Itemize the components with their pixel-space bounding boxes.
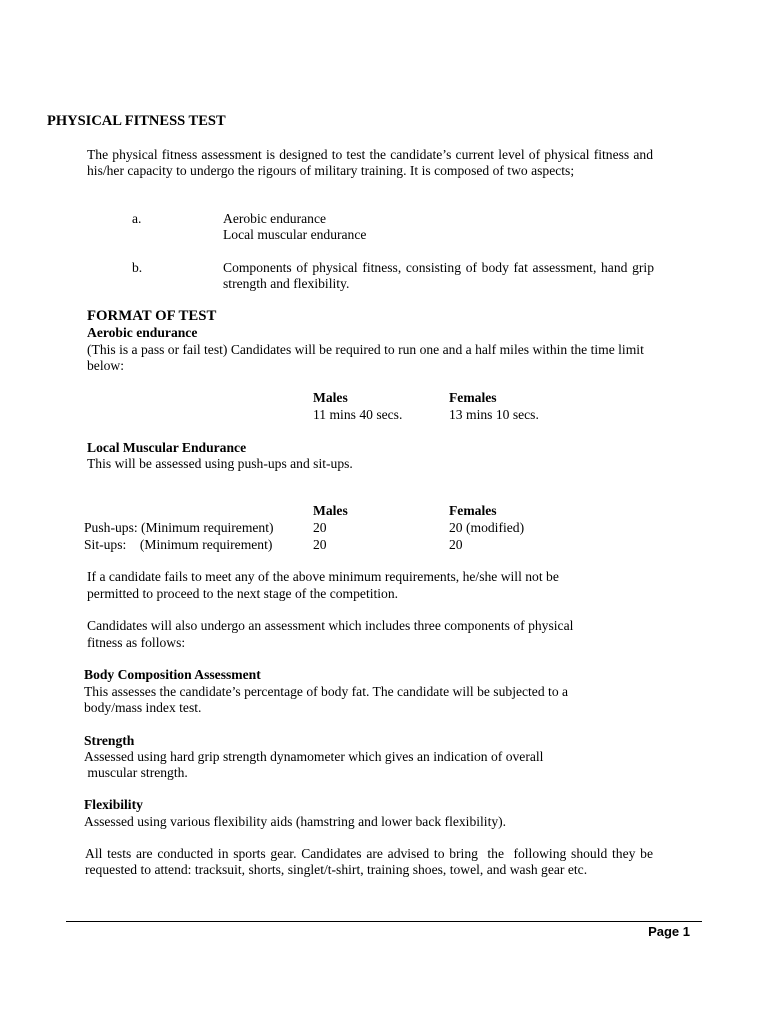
flexibility-heading: Flexibility bbox=[84, 797, 143, 812]
strength-heading: Strength bbox=[84, 733, 135, 748]
situps-males-value: 20 bbox=[313, 537, 327, 552]
components-note-line-1: Candidates will also undergo an assessment which includes three components of physical bbox=[87, 618, 574, 633]
strength-line-2: muscular strength. bbox=[84, 765, 188, 780]
situps-label: Sit-ups: (Minimum requirement) bbox=[84, 537, 273, 552]
footer-divider bbox=[66, 921, 702, 922]
format-heading: FORMAT OF TEST bbox=[87, 308, 217, 324]
situps-females-value: 20 bbox=[449, 537, 463, 552]
fail-note-line-2: permitted to proceed to the next stage of the competition. bbox=[87, 586, 399, 601]
aerobic-males-label: Males bbox=[313, 390, 348, 405]
muscular-text: This will be assessed using push-ups and sit-ups. bbox=[87, 456, 353, 471]
document-title: PHYSICAL FITNESS TEST bbox=[47, 113, 226, 129]
muscular-females-label: Females bbox=[449, 503, 497, 518]
aspect-b-text: Components of physical fitness, consisting of body fat assessment, hand grip strength and flexibility. bbox=[223, 260, 654, 292]
page-number: Page 1 bbox=[648, 924, 690, 939]
fail-note-line-1: If a candidate fails to meet any of the above minimum requirements, he/she will not be bbox=[87, 569, 559, 584]
body-comp-heading: Body Composition Assessment bbox=[84, 667, 261, 682]
pushups-label: Push-ups: (Minimum requirement) bbox=[84, 520, 274, 535]
aerobic-females-value: 13 mins 10 secs. bbox=[449, 407, 539, 422]
aerobic-males-value: 11 mins 40 secs. bbox=[313, 407, 403, 422]
body-comp-line-2: body/mass index test. bbox=[84, 700, 202, 715]
flexibility-line-1: Assessed using various flexibility aids (hamstring and lower back flexibility). bbox=[84, 814, 507, 829]
muscular-males-label: Males bbox=[313, 503, 348, 518]
aspect-a-line-2: Local muscular endurance bbox=[223, 227, 367, 242]
components-note-line-2: fitness as follows: bbox=[87, 635, 186, 650]
aerobic-females-label: Females bbox=[449, 390, 497, 405]
pushups-males-value: 20 bbox=[313, 520, 327, 535]
aspect-a-line-1: Aerobic endurance bbox=[223, 211, 327, 226]
body-comp-line-1: This assesses the candidate’s percentage of body fat. The candidate will be subjected to a bbox=[84, 684, 569, 699]
aerobic-text-content: (This is a pass or fail test) Candidates will be required to run one and a half miles within the time limit below: bbox=[87, 342, 644, 374]
aspect-a-marker: a. bbox=[132, 211, 142, 226]
muscular-heading: Local Muscular Endurance bbox=[87, 440, 247, 455]
intro-paragraph: The physical fitness assessment is designed to test the candidate’s current level of physical fitness and his/her capacity to undergo the rigours of military training. It is composed of two aspects; bbox=[87, 147, 653, 179]
pushups-females-value: 20 (modified) bbox=[449, 520, 525, 535]
aerobic-text bbox=[87, 342, 655, 375]
strength-line-1: Assessed using hard grip strength dynamometer which gives an indication of overall bbox=[84, 749, 544, 764]
gear-note: All tests are conducted in sports gear. Candidates are advised to bring the following should they be requested to attend: tracksuit, shorts, singlet/t-shirt, training shoes, towel, and wash gear etc. bbox=[85, 846, 657, 878]
aerobic-heading: Aerobic endurance bbox=[87, 325, 198, 340]
aspect-b-marker: b. bbox=[132, 260, 143, 275]
